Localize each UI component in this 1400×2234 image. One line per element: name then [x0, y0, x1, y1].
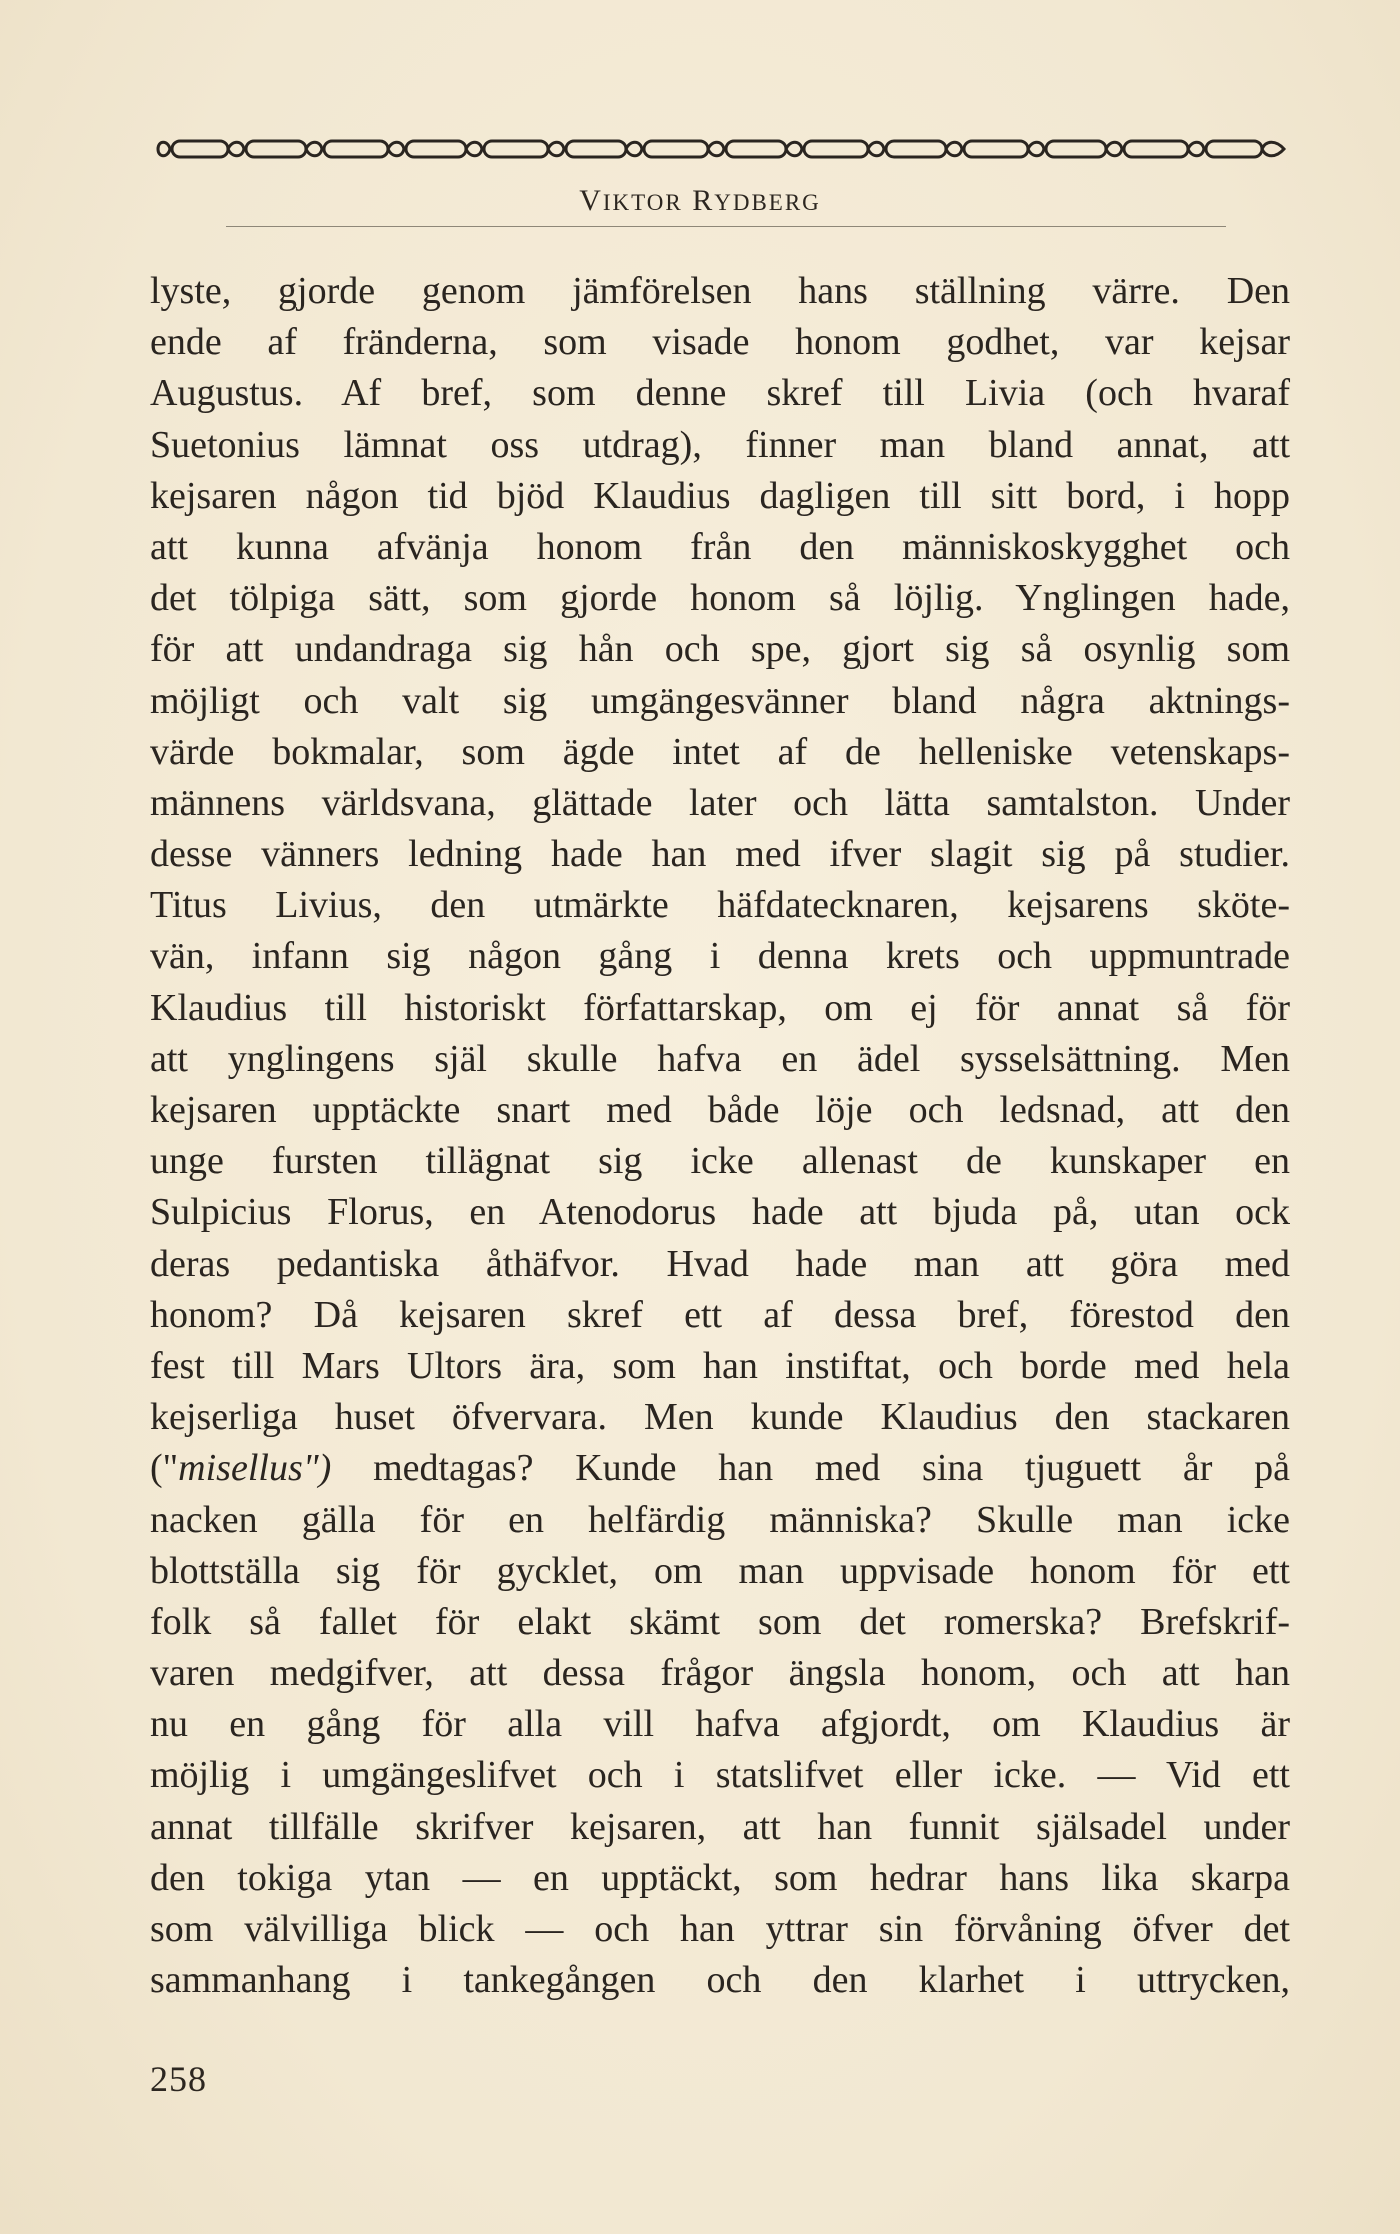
text-line: Klaudius till historiskt författarskap, om ej för annat så för	[150, 986, 1290, 1029]
text-line: för att undandraga sig hån och spe, gjort sig så osynlig som	[150, 628, 1290, 671]
text-line: kejsaren någon tid bjöd Klaudius dagligen till sitt bord, i hopp	[150, 474, 1290, 517]
text-line: unge fursten tillägnat sig icke allenast de kunskaper en	[150, 1140, 1290, 1183]
italic-misellus: misellus")	[178, 1447, 332, 1490]
text-line: Augustus. Af bref, som denne skref till Livia (och hvaraf	[150, 372, 1290, 415]
text-line: männens världsvana, glättade later och lätta samtalston. Under	[150, 781, 1290, 824]
body-text	[150, 266, 1290, 2006]
text-line: Titus Livius, den utmärkte häfdatecknaren, kejsarens sköte-	[150, 884, 1290, 927]
text-line: lyste, gjorde genom jämförelsen hans ställning värre. Den	[150, 270, 1290, 312]
text-line-misellus	[150, 1443, 1290, 1494]
text-line: att ynglingens själ skulle hafva en ädel sysselsättning. Men	[150, 1037, 1290, 1080]
text-line: nacken gälla för en helfärdig människa? Skulle man icke	[150, 1498, 1290, 1541]
author-initial-v: V	[579, 184, 603, 217]
text-line: den tokiga ytan — en upptäckt, som hedrar hans lika skarpa	[150, 1856, 1290, 1899]
text-line: deras pedantiska åthäfvor. Hvad hade man att göra med	[150, 1242, 1290, 1285]
text-line: Suetonius lämnat oss utdrag), finner man bland annat, att	[150, 423, 1290, 466]
text-line: annat tillfälle skrifver kejsaren, att han funnit själsadel under	[150, 1805, 1290, 1848]
chain-ornament	[152, 136, 1290, 162]
text-line: vän, infann sig någon gång i denna krets och uppmuntrade	[150, 935, 1290, 978]
author-first-name-rest: IKTOR	[602, 190, 683, 215]
text-line: sammanhang i tankegången och den klarhet i uttrycken,	[150, 1959, 1290, 2002]
running-head-author	[0, 184, 1400, 218]
text-line: möjligt och valt sig umgängesvänner bland några aktnings-	[150, 679, 1290, 722]
page-number: 258	[150, 2059, 207, 2099]
text-line: nu en gång för alla vill hafva afgjordt, om Klaudius är	[150, 1703, 1290, 1746]
line-rest: medtagas? Kunde han med sina tjuguett år på	[331, 1447, 1290, 1490]
text-line: desse vänners ledning hade han med ifver slagit sig på studier.	[150, 833, 1290, 876]
header-rule	[226, 226, 1226, 227]
text-line: som välvilliga blick — och han yttrar sin förvåning öfver det	[150, 1908, 1290, 1950]
quote-open: ("	[150, 1447, 179, 1490]
text-line: värde bokmalar, som ägde intet af de helleniske vetenskaps-	[150, 730, 1290, 773]
text-line: varen medgifver, att dessa frågor ängsla honom, och att han	[150, 1652, 1290, 1695]
text-line: fest till Mars Ultors ära, som han instiftat, och borde med hela	[150, 1344, 1290, 1387]
author-initial-r: R	[692, 184, 715, 217]
text-line: att kunna afvänja honom från den människoskygghet och	[150, 525, 1290, 568]
text-line: kejserliga huset öfvervara. Men kunde Klaudius den stackaren	[150, 1396, 1290, 1439]
text-line: ende af fränderna, som visade honom godhet, var kejsar	[150, 321, 1290, 364]
text-line: möjlig i umgängeslifvet och i statslifvet eller icke. — Vid ett	[150, 1754, 1290, 1797]
text-line: folk så fallet för elakt skämt som det romerska? Brefskrif-	[150, 1600, 1290, 1643]
text-line: kejsaren upptäckte snart med både löje och ledsnad, att den	[150, 1089, 1290, 1131]
text-line: det tölpiga sätt, som gjorde honom så löjlig. Ynglingen hade,	[150, 577, 1290, 620]
text-line: Sulpicius Florus, en Atenodorus hade att bjuda på, utan ock	[150, 1191, 1290, 1234]
author-last-name-rest: YDBERG	[714, 190, 821, 215]
text-line: blottställa sig för gycklet, om man uppvisade honom för ett	[150, 1549, 1290, 1592]
text-line: honom? Då kejsaren skref ett af dessa bref, förestod den	[150, 1293, 1290, 1336]
